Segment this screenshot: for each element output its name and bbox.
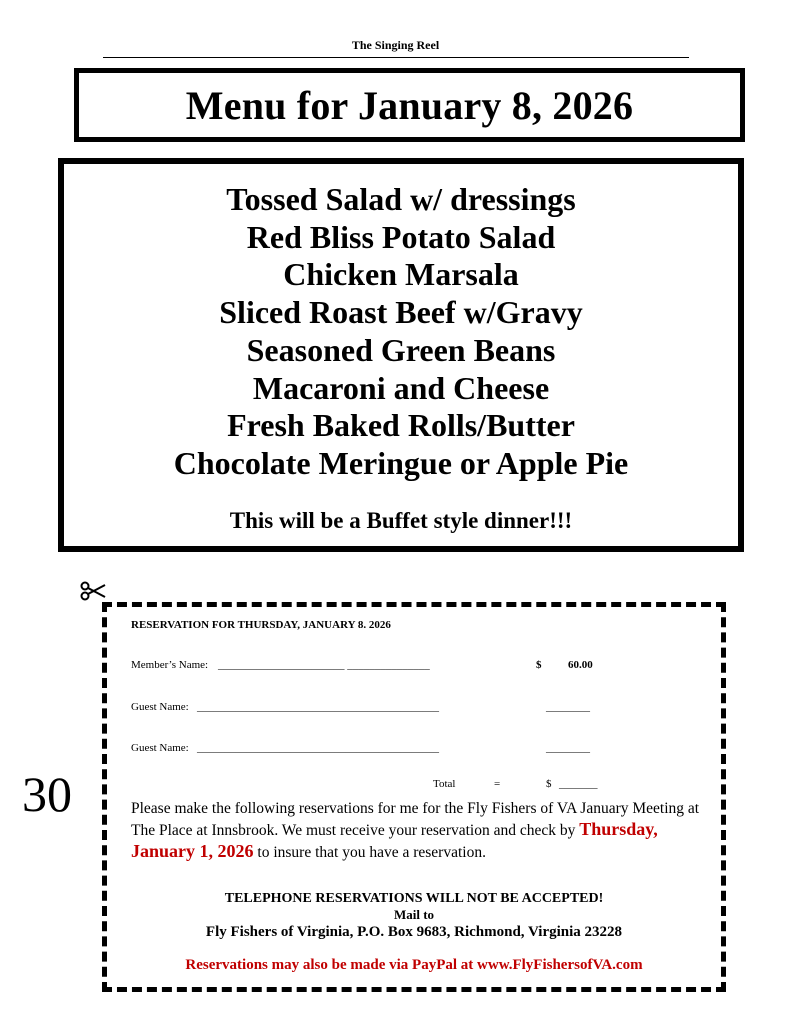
scissors-icon: [80, 580, 106, 602]
menu-item: Chicken Marsala: [283, 256, 519, 293]
total-amount-field[interactable]: _______: [559, 778, 598, 790]
menu-list: [64, 181, 738, 483]
total-currency: $: [546, 778, 552, 790]
mailing-address: Fly Fishers of Virginia, P.O. Box 9683, Richmond, Virginia 23228: [205, 924, 623, 940]
member-name-field[interactable]: _______________________ _______________: [218, 659, 430, 671]
member-name-label: Member’s Name:: [131, 659, 209, 671]
paypal-notice: Reservations may also be made via PayPal at www.FlyFishersofVA.com: [185, 957, 643, 973]
menu-item: Seasoned Green Beans: [246, 331, 556, 368]
header-rule: [103, 57, 689, 58]
total-label: Total: [433, 778, 456, 790]
reservation-heading: RESERVATION FOR THURSDAY, JANUARY 8. 2026: [131, 619, 391, 631]
title-box: [74, 68, 745, 142]
menu-item: Sliced Roast Beef w/Gravy: [219, 294, 583, 331]
guest1-amount-field[interactable]: ________: [546, 701, 590, 713]
menu-item: Tossed Salad w/ dressings: [226, 181, 576, 217]
menu-box: [58, 158, 744, 552]
menu-item: Chocolate Meringue or Apple Pie: [173, 444, 629, 481]
menu-item: Fresh Baked Rolls/Butter: [227, 407, 575, 444]
instructions-text-1: Please make the following reservations for me for the Fly Fishers of VA January Meeting at The Place at Innsbrook. We must receive your reservation and check by: [131, 800, 700, 839]
guest2-name-label: Guest Name:: [131, 742, 189, 754]
telephone-notice: TELEPHONE RESERVATIONS WILL NOT BE ACCEPTED!: [224, 891, 604, 906]
buffet-note: This will be a Buffet style dinner!!!: [229, 508, 573, 533]
reservation-instructions: [131, 799, 711, 863]
reservation-deadline: Thursday, January 1, 2026: [131, 819, 658, 861]
member-amount: 60.00: [568, 659, 593, 671]
menu-item: Red Bliss Potato Salad: [246, 218, 556, 255]
mail-to-label: Mail to: [393, 907, 435, 922]
guest1-name-field[interactable]: ____________________________________________: [197, 701, 439, 713]
menu-item: Macaroni and Cheese: [252, 369, 550, 406]
reservation-coupon: [102, 602, 726, 992]
member-currency: $: [536, 659, 542, 671]
page-number: 30: [22, 766, 72, 822]
guest2-name-field[interactable]: ____________________________________________: [197, 742, 439, 754]
guest1-name-label: Guest Name:: [131, 701, 189, 713]
total-equals: =: [494, 778, 501, 790]
guest2-amount-field[interactable]: ________: [546, 742, 590, 754]
page-title: Menu for January 8, 2026: [185, 82, 634, 128]
header-title: The Singing Reel: [351, 38, 440, 52]
instructions-text-2: to insure that you have a reservation.: [253, 844, 486, 861]
